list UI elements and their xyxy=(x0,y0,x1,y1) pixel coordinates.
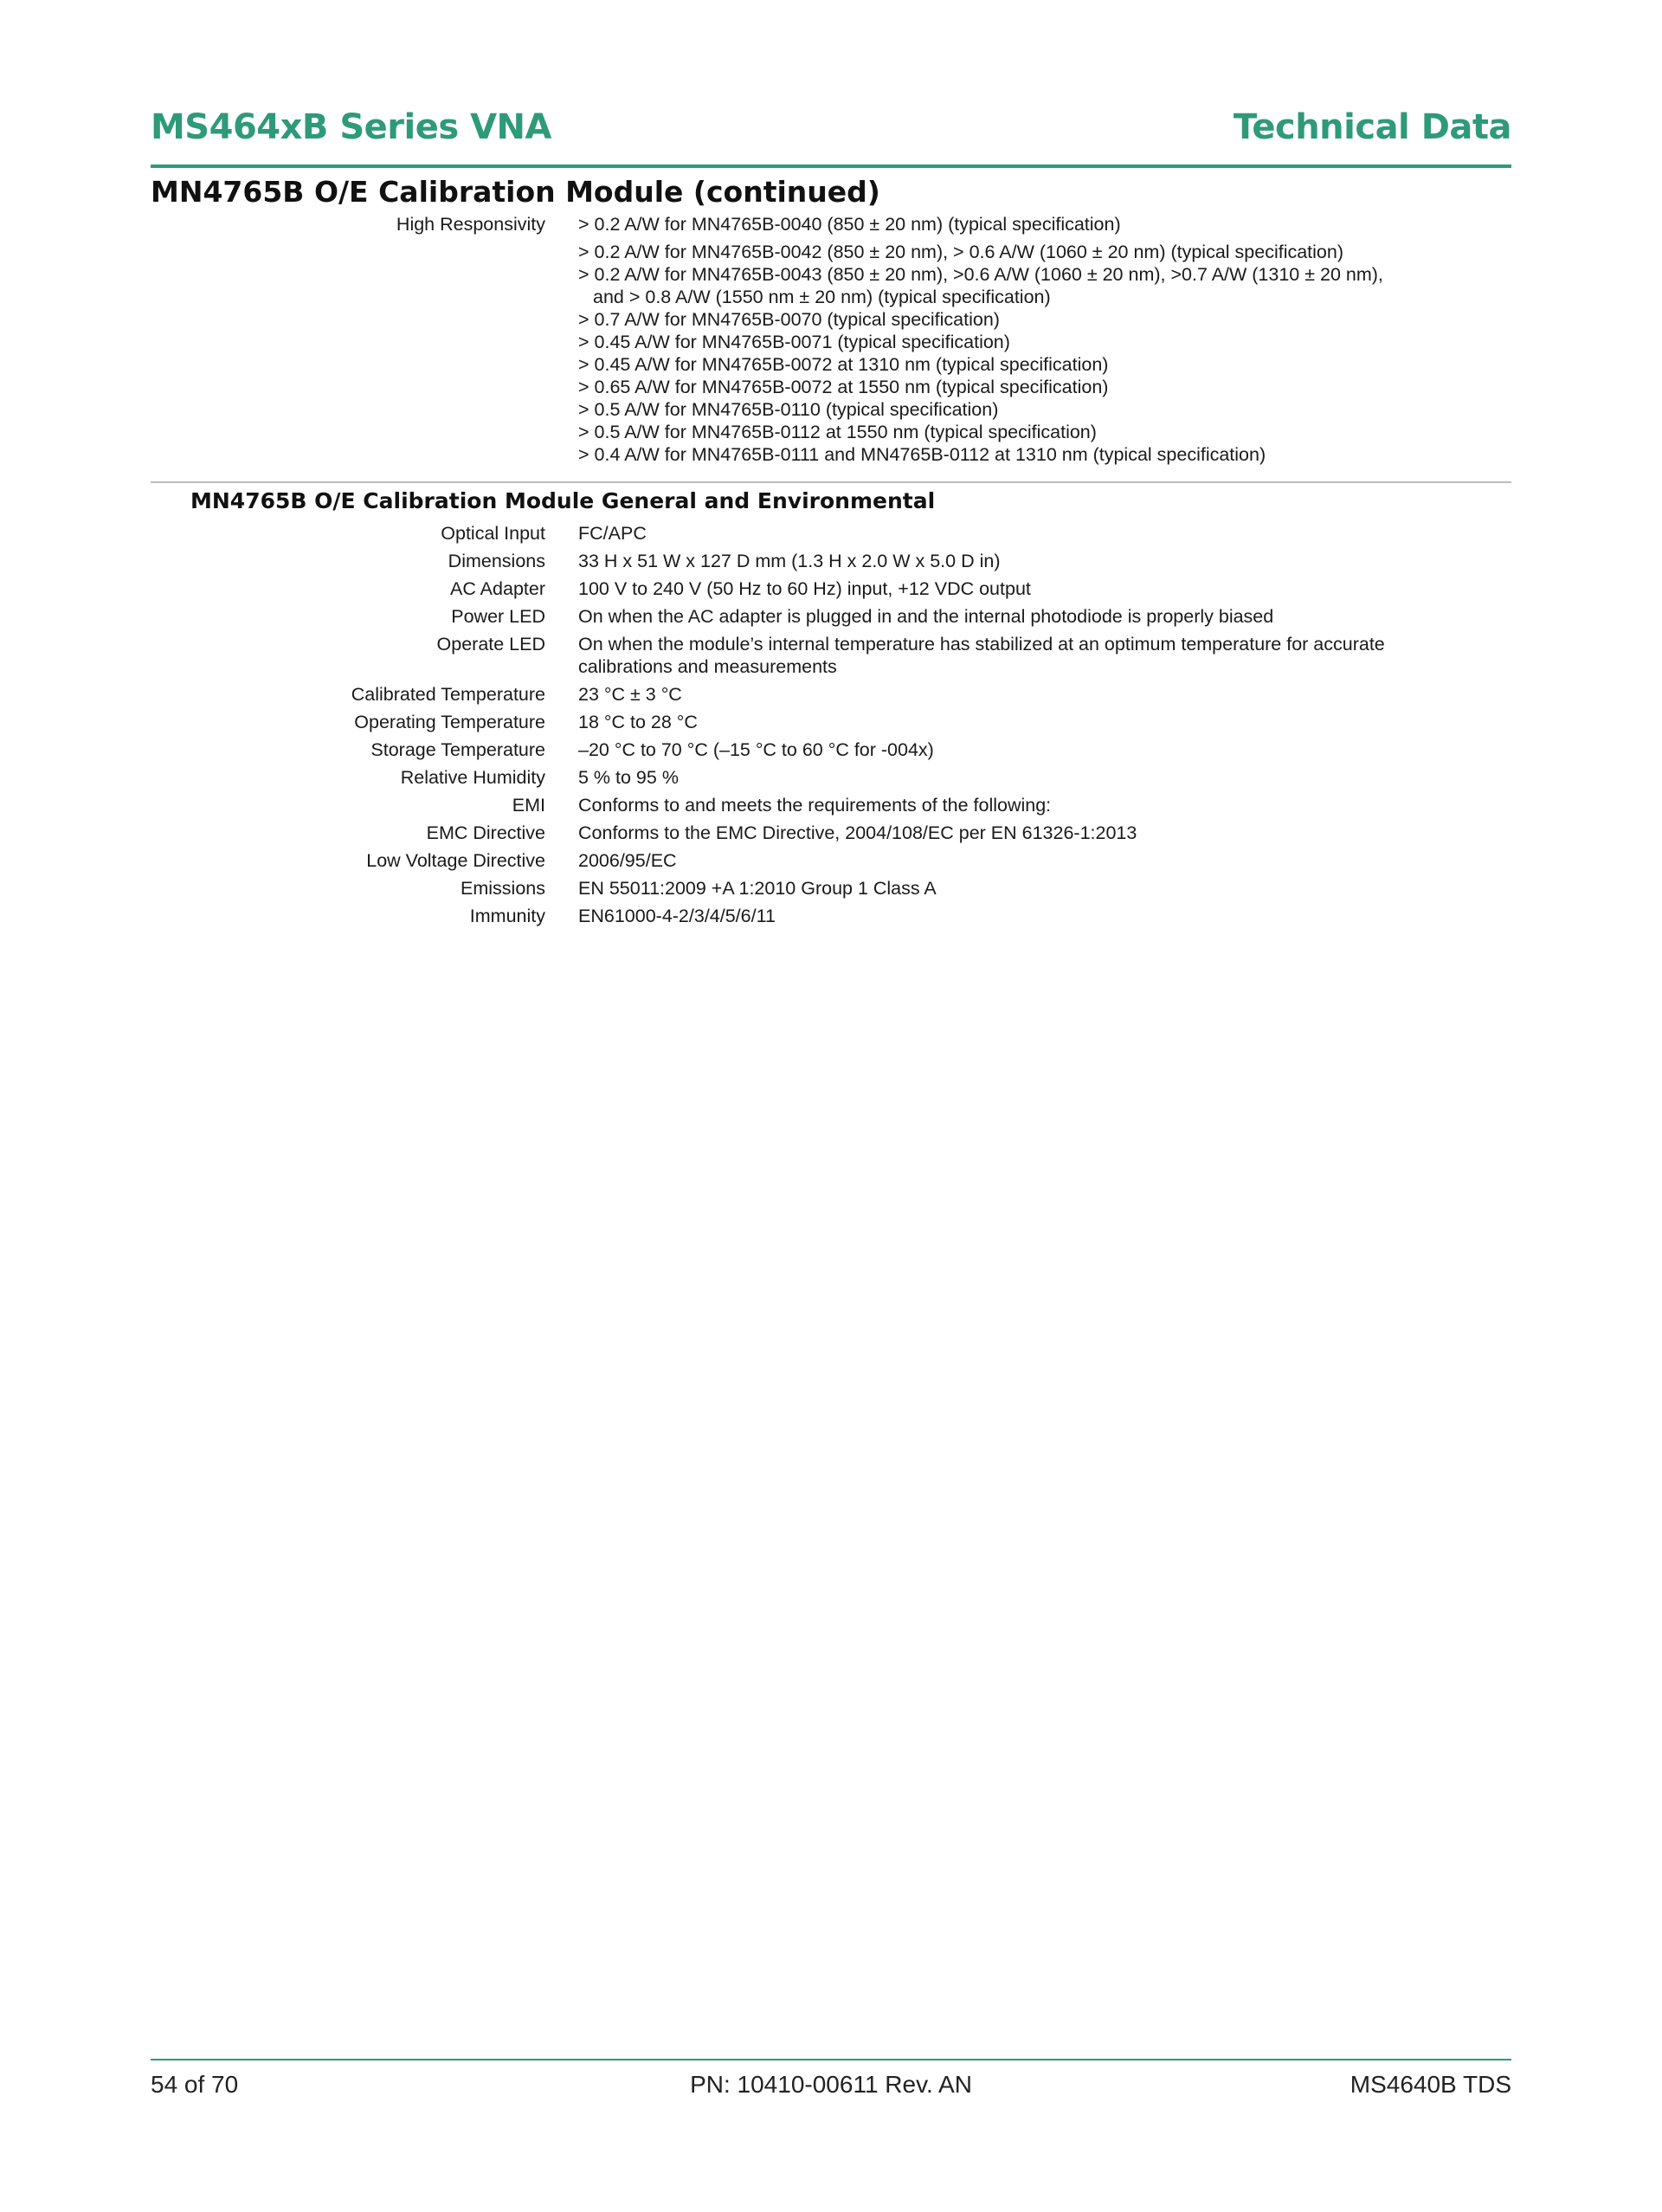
spec-label: Optical Input xyxy=(441,523,545,544)
spec-value: EN 55011:2009 +A 1:2010 Group 1 Class A xyxy=(578,878,937,899)
spec-value xyxy=(578,633,1511,678)
spec-value: On when the AC adapter is plugged in and the internal photodiode is properly biased xyxy=(578,606,1274,627)
spec-label: High Responsivity xyxy=(396,214,545,235)
document-type-title: Technical Data xyxy=(1233,107,1511,147)
spec-value: –20 °C to 70 °C (–15 °C to 60 °C for -004x) xyxy=(578,739,934,760)
page-footer xyxy=(151,2059,1511,2098)
responsivity-line: > 0.2 A/W for MN4765B-0040 (850 ± 20 nm) (typical specification) xyxy=(578,214,1121,235)
spec-value xyxy=(578,213,1511,466)
responsivity-line: > 0.4 A/W for MN4765B-0111 and MN4765B-0112 at 1310 nm (typical specification) xyxy=(578,444,1266,465)
spec-label: EMC Directive xyxy=(426,822,545,843)
spec-label: Low Voltage Directive xyxy=(366,850,545,871)
responsivity-line: > 0.45 A/W for MN4765B-0072 at 1310 nm (typical specification) xyxy=(578,354,1109,375)
spec-row-calibrated-temperature xyxy=(151,683,1511,706)
responsivity-line: and > 0.8 A/W (1550 nm ± 20 nm) (typical specification) xyxy=(593,287,1051,307)
spec-row-optical-input xyxy=(151,522,1511,545)
section-title: MN4765B O/E Calibration Module (continued) xyxy=(151,175,880,209)
spec-value: Conforms to the EMC Directive, 2004/108/EC per EN 61326-1:2013 xyxy=(578,822,1137,843)
spec-row-operate-led xyxy=(151,633,1511,678)
spec-label: Operating Temperature xyxy=(354,712,545,732)
spec-label: Dimensions xyxy=(448,551,545,571)
part-number: PN: 10410-00611 Rev. AN xyxy=(690,2071,972,2098)
spec-row-immunity xyxy=(151,905,1511,927)
responsivity-line: > 0.65 A/W for MN4765B-0072 at 1550 nm (typical specification) xyxy=(578,377,1109,397)
responsivity-line: > 0.45 A/W for MN4765B-0071 (typical specification) xyxy=(578,332,1010,352)
spec-value: 33 H x 51 W x 127 D mm (1.3 H x 2.0 W x 5.0 D in) xyxy=(578,551,1001,571)
responsivity-line: > 0.5 A/W for MN4765B-0112 at 1550 nm (typical specification) xyxy=(578,422,1097,442)
spec-row-dimensions xyxy=(151,550,1511,572)
spec-value: 2006/95/EC xyxy=(578,850,677,871)
spec-row-operating-temperature xyxy=(151,711,1511,733)
spec-value: 5 % to 95 % xyxy=(578,767,679,788)
responsivity-line: > 0.5 A/W for MN4765B-0110 (typical specification) xyxy=(578,399,999,420)
spec-row-high-responsivity xyxy=(151,213,1511,466)
spec-value: Conforms to and meets the requirements of the following: xyxy=(578,795,1052,816)
responsivity-line: > 0.7 A/W for MN4765B-0070 (typical specification) xyxy=(578,309,1000,330)
spec-label: Calibrated Temperature xyxy=(351,684,545,705)
spec-row-ac-adapter xyxy=(151,577,1511,600)
spec-label: EMI xyxy=(512,795,545,816)
spec-row-emi xyxy=(151,794,1511,816)
spec-label: Power LED xyxy=(451,606,545,627)
spec-label: Emissions xyxy=(461,878,545,899)
spec-label: Relative Humidity xyxy=(400,767,545,788)
page-number: 54 of 70 xyxy=(151,2071,239,2098)
spec-row-power-led xyxy=(151,605,1511,628)
spec-label: Storage Temperature xyxy=(370,739,545,760)
spec-row-relative-humidity xyxy=(151,766,1511,789)
spec-value: FC/APC xyxy=(578,523,647,544)
subsection-title: MN4765B O/E Calibration Module General and Environmental xyxy=(190,488,936,513)
responsivity-spec xyxy=(151,213,1511,466)
spec-value: EN61000-4-2/3/4/5/6/11 xyxy=(578,906,776,926)
spec-label: Immunity xyxy=(469,906,545,926)
responsivity-line: > 0.2 A/W for MN4765B-0042 (850 ± 20 nm), > 0.6 A/W (1060 ± 20 nm) (typical specification) xyxy=(578,242,1344,262)
spec-value-line: calibrations and measurements xyxy=(578,656,837,677)
spec-row-low-voltage-directive xyxy=(151,849,1511,872)
section-divider xyxy=(151,481,1511,483)
spec-row-emissions xyxy=(151,877,1511,900)
responsivity-line: > 0.2 A/W for MN4765B-0043 (850 ± 20 nm), >0.6 A/W (1060 ± 20 nm), >0.7 A/W (1310 ± 20 nm), xyxy=(578,264,1383,285)
spec-row-storage-temperature xyxy=(151,738,1511,761)
spec-value-line: On when the module’s internal temperature has stabilized at an optimum temperature for accurate xyxy=(578,634,1385,655)
spec-value: 18 °C to 28 °C xyxy=(578,712,698,732)
page-header xyxy=(151,102,1511,168)
spec-value: 100 V to 240 V (50 Hz to 60 Hz) input, +12 VDC output xyxy=(578,578,1031,599)
spec-label: AC Adapter xyxy=(450,578,545,599)
spec-label: Operate LED xyxy=(436,634,545,655)
spec-row-emc-directive xyxy=(151,822,1511,844)
spec-value: 23 °C ± 3 °C xyxy=(578,684,682,705)
series-title: MS464xB Series VNA xyxy=(151,107,551,147)
document-id: MS4640B TDS xyxy=(1350,2071,1511,2098)
environmental-spec-table xyxy=(151,522,1511,932)
